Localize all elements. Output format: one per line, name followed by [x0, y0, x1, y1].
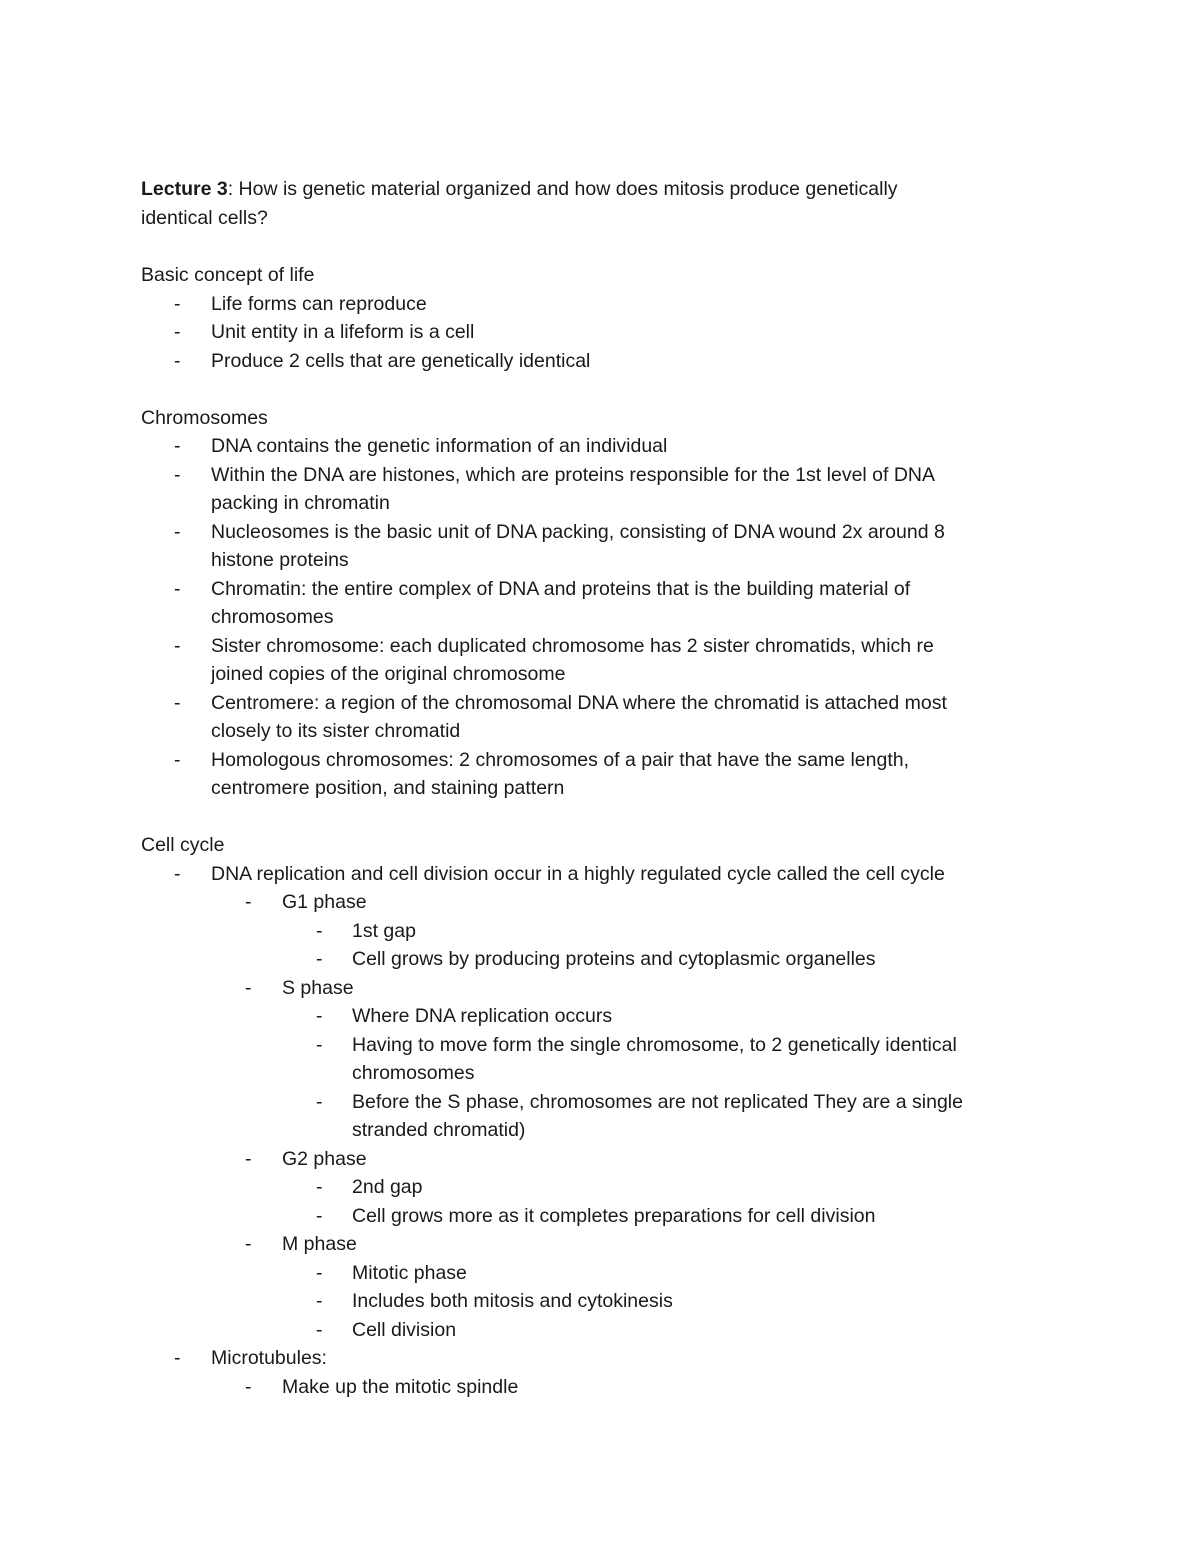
list-item-s: - S phase	[141, 974, 1041, 1003]
bullet-dash: -	[245, 1147, 252, 1170]
list-item: - Centromere: a region of the chromosomal DNA where the chromatid is attached most closely to its sister chromatid	[141, 689, 1041, 746]
bullet-dash: -	[316, 919, 323, 942]
list-item: - Unit entity in a lifeform is a cell	[141, 318, 1041, 347]
list-item: - Homologous chromosomes: 2 chromosomes of a pair that have the same length, centromere position, and staining pattern	[141, 746, 1041, 803]
list-item-g2: - G2 phase	[141, 1145, 1041, 1174]
bullet-dash: -	[174, 463, 181, 486]
bullet-dash: -	[245, 891, 252, 913]
list-item-microtubules: - Microtubules:	[141, 1344, 1041, 1373]
section-heading-basic: Basic concept of life	[141, 264, 315, 286]
bullet-dash: -	[245, 1375, 252, 1398]
list-item: - DNA replication and cell division occur in a highly regulated cycle called the cell cycle	[141, 860, 1041, 889]
list-item: - Within the DNA are histones, which are proteins responsible for the 1st level of DNA packing in chromatin	[141, 461, 1041, 518]
bullet-dash: -	[174, 691, 181, 714]
list-item: - 1st gap	[141, 917, 1041, 946]
bullet-dash: -	[174, 577, 181, 600]
bullet-dash: -	[245, 1233, 252, 1255]
list-item: - Cell grows by producing proteins and cytoplasmic organelles	[141, 945, 1041, 974]
bullet-dash: -	[174, 292, 181, 315]
bullet-dash: -	[316, 1005, 323, 1027]
list-item: - Make up the mitotic spindle	[141, 1373, 1041, 1402]
bullet-dash: -	[245, 976, 252, 999]
bullet-dash: -	[174, 1347, 181, 1369]
bullet-dash: -	[174, 321, 181, 343]
bullet-dash: -	[316, 1290, 323, 1312]
list-item: - Having to move form the single chromosome, to 2 genetically identical chromosomes	[141, 1031, 1041, 1088]
document-page	[141, 174, 1041, 1401]
list-item: - Cell grows more as it completes preparations for cell division	[141, 1202, 1041, 1231]
lecture-title-cont: identical cells?	[141, 207, 268, 229]
bullet-dash: -	[174, 520, 181, 543]
bullet-dash: -	[316, 1318, 323, 1341]
bullet-dash: -	[316, 1204, 323, 1227]
bullet-dash: -	[174, 435, 181, 457]
list-item-m: - M phase	[141, 1230, 1041, 1259]
list-item: - Mitotic phase	[141, 1259, 1041, 1288]
bullet-dash: -	[316, 1033, 323, 1056]
list-item: - Nucleosomes is the basic unit of DNA packing, consisting of DNA wound 2x around 8 histone proteins	[141, 518, 1041, 575]
section-heading-cell-cycle: Cell cycle	[141, 834, 225, 856]
list-item: - DNA contains the genetic information of an individual	[141, 432, 1041, 461]
bullet-dash: -	[316, 948, 323, 970]
bullet-dash: -	[174, 748, 181, 771]
bullet-dash: -	[316, 1176, 323, 1198]
lecture-label: Lecture 3	[141, 178, 228, 200]
list-item: - Cell division	[141, 1316, 1041, 1345]
lecture-question: : How is genetic material organized and how does mitosis produce genetically	[227, 178, 898, 200]
list-item: - Sister chromosome: each duplicated chromosome has 2 sister chromatids, which re joined copies of the original chromosome	[141, 632, 1041, 689]
bullet-dash: -	[316, 1090, 323, 1113]
bullet-dash: -	[174, 862, 181, 885]
list-item: - Includes both mitosis and cytokinesis	[141, 1287, 1041, 1316]
bullet-dash: -	[316, 1261, 323, 1284]
list-item: - Chromatin: the entire complex of DNA and proteins that is the building material of chromosomes	[141, 575, 1041, 632]
bullet-dash: -	[174, 634, 181, 657]
list-item: - Before the S phase, chromosomes are not replicated They are a single stranded chromatid)	[141, 1088, 1041, 1145]
list-item: - Life forms can reproduce	[141, 290, 1041, 319]
list-item: - 2nd gap	[141, 1173, 1041, 1202]
list-item: - Produce 2 cells that are genetically identical	[141, 347, 1041, 376]
bullet-dash: -	[174, 349, 181, 372]
section-heading-chromosomes: Chromosomes	[141, 406, 268, 429]
lecture-title	[141, 174, 1041, 204]
list-item: - Where DNA replication occurs	[141, 1002, 1041, 1031]
list-item-g1: - G1 phase	[141, 888, 1041, 917]
